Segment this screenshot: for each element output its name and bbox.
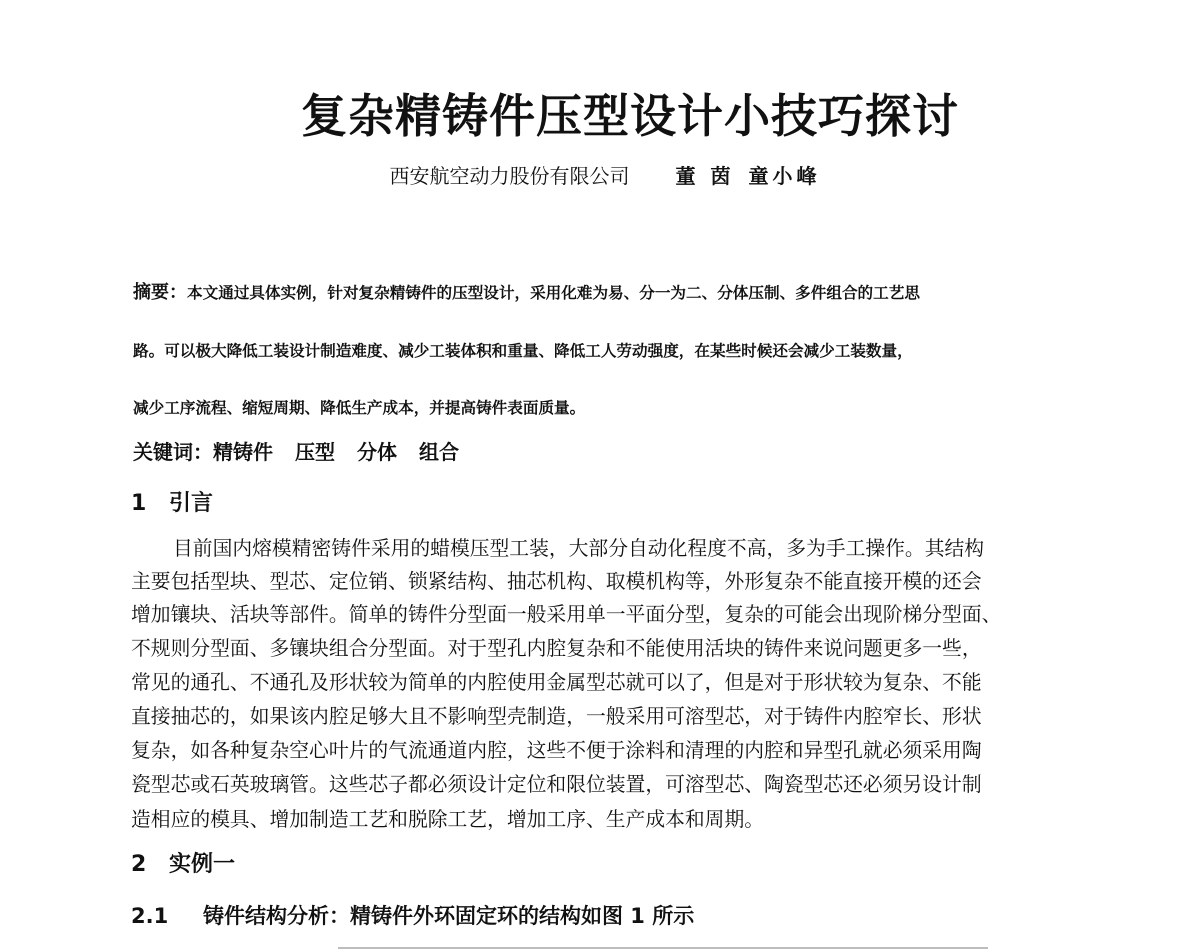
body-line: 瓷型芯或石英玻璃管。这些芯子都必须设计定位和限位装置，可溶型芯、陶瓷型芯还必须另设计制 bbox=[131, 773, 982, 796]
body-line: 不规则分型面、多镶块组合分型面。对于型孔内腔复杂和不能使用活块的铸件来说问题更多一些， bbox=[131, 637, 982, 660]
abstract-line bbox=[133, 281, 920, 305]
body-line: 复杂，如各种复杂空心叶片的气流通道内腔，这些不便于涂料和清理的内腔和异型孔就必须采用陶 bbox=[131, 739, 982, 762]
figure-top-edge bbox=[338, 947, 988, 949]
author-line bbox=[0, 162, 1200, 190]
body-line: 造相应的模具、增加制造工艺和脱除工艺，增加工序、生产成本和周期。 bbox=[131, 808, 765, 831]
abstract-line: 路。可以极大降低工装设计制造难度、减少工装体积和重量、降低工人劳动强度，在某些时候还会减少工装数量， bbox=[133, 342, 913, 360]
section-number: 1 bbox=[131, 491, 147, 516]
author-name: 童小峰 bbox=[748, 164, 821, 188]
paper-title: 复杂精铸件压型设计小技巧探讨 bbox=[301, 89, 959, 143]
subsection-title: 铸件结构分析：精铸件外环固定环的结构如图 1 所示 bbox=[203, 904, 695, 928]
section-title: 实例一 bbox=[169, 852, 236, 877]
abstract-line: 减少工序流程、缩短周期、降低生产成本，并提高铸件表面质量。 bbox=[133, 399, 586, 417]
author-name: 董 茵 bbox=[675, 164, 735, 188]
subsection-number: 2.1 bbox=[131, 904, 169, 928]
section-number: 2 bbox=[131, 852, 147, 877]
affiliation: 西安航空动力股份有限公司 bbox=[389, 164, 630, 188]
abstract-text: 本文通过具体实例，针对复杂精铸件的压型设计，采用化难为易、分一为二、分体压制、多件组合的工艺思 bbox=[187, 284, 920, 302]
section-heading bbox=[131, 849, 235, 881]
keyword: 压型 bbox=[295, 440, 335, 464]
keyword: 分体 bbox=[357, 440, 397, 464]
keywords-line bbox=[133, 438, 459, 466]
subsection-heading bbox=[131, 900, 694, 932]
body-line: 增加镶块、活块等部件。简单的铸件分型面一般采用单一平面分型，复杂的可能会出现阶梯分型面、 bbox=[131, 603, 1002, 626]
abstract-label: 摘要： bbox=[133, 282, 187, 303]
body-line: 目前国内熔模精密铸件采用的蜡模压型工装，大部分自动化程度不高，多为手工操作。其结构 bbox=[173, 537, 985, 560]
body-line: 主要包括型块、型芯、定位销、锁紧结构、抽芯机构、取模机构等，外形复杂不能直接开模的还会 bbox=[131, 570, 982, 593]
keywords-label: 关键词： bbox=[133, 440, 213, 464]
body-line: 常见的通孔、不通孔及形状较为简单的内腔使用金属型芯就可以了，但是对于形状较为复杂、不能 bbox=[131, 671, 982, 694]
body-line: 直接抽芯的，如果该内腔足够大且不影响型壳制造，一般采用可溶型芯，对于铸件内腔窄长、形状 bbox=[131, 705, 982, 728]
keyword: 精铸件 bbox=[213, 440, 273, 464]
keyword: 组合 bbox=[419, 440, 459, 464]
section-heading bbox=[131, 488, 213, 520]
section-title: 引言 bbox=[169, 491, 214, 516]
